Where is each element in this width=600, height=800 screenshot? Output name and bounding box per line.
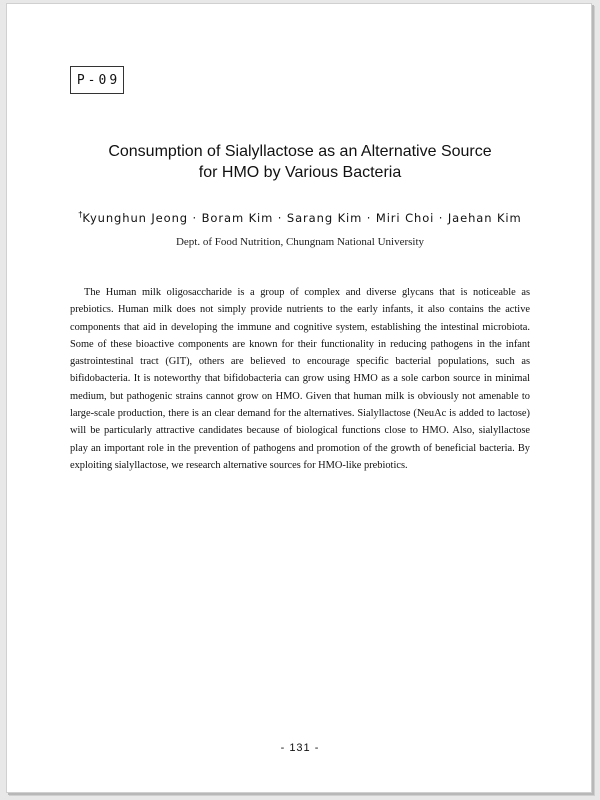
title-line-2: for HMO by Various Bacteria (198, 164, 402, 181)
author-names: Kyunghun Jeong · Boram Kim · Sarang Kim · Miri Choi · Jaehan Kim (82, 211, 522, 225)
title-line-1: Consumption of Sialyllactose as an Alternative Source (108, 143, 492, 160)
corresponding-author-mark: † (78, 210, 83, 219)
abstract-paragraph: The Human milk oligosaccharide is a group of complex and diverse glycans that is noticeable as prebiotics. Human milk does not simply provide nutrients to the early infants, it also contains the active components that aid in developing the immune and cognitive system, establishing the intestinal microbiota. Some of these bioactive components are known for their functionality in reducing pathogens in the infant gastrointestinal tract (GIT), others are believed to encourage specific bacterial populations, such as bifidobacteria. It is noteworthy that bifidobacteria can grow using HMO as a sole carbon source in minimal medium, but pathogenic strains cannot grow on HMO. Given that human milk is obviously not amenable to large-scale production, there is an clear demand for the alternatives. Sialyllactose (NeuAc is added to lactose) will be particularly attractive candidates because of biological functions close to HMO. Also, sialyllactose play an important role in the prevention of pathogens and promotion of the growth of beneficial bacteria. By exploiting sialyllactose, we research alternative sources for HMO-like prebiotics. (70, 287, 530, 471)
affiliation: Dept. of Food Nutrition, Chungnam National University (175, 236, 425, 248)
poster-code-box: P-09 (70, 66, 124, 94)
author-list (47, 210, 553, 225)
page-number: - 131 - (280, 742, 320, 754)
paper-title (47, 141, 553, 183)
document-page (6, 3, 592, 793)
